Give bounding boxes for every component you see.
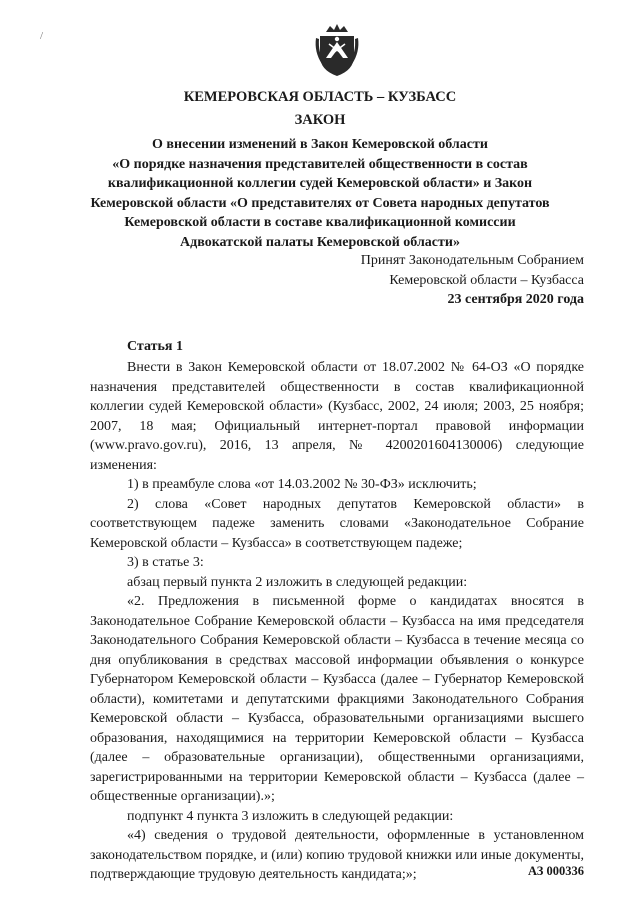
adoption-block <box>361 251 584 310</box>
coat-of-arms-icon <box>312 22 362 78</box>
document-type: ЗАКОН <box>294 112 346 128</box>
article-paragraph: Внести в Закон Кемеровской области от 18.07.2002 № 64-ОЗ «О порядке назначения представителей общественности в состав квалификационной коллегии судей Кемеровской области» (Кузбасс, 2002, 24 июля; 2003, 25 ноября; 2007, 18 мая; Официальный интернет-портал правовой информации (www.pravo.gov.ru), 2016, 13 апреля, № 4200201604130006) следующие изменения: <box>90 360 584 473</box>
serial-number: АЗ 000336 <box>528 864 584 878</box>
article-paragraph: 3) в статье 3: <box>127 555 204 570</box>
title-line: Адвокатской палаты Кемеровской области» <box>180 234 460 250</box>
title-line: квалификационной коллегии судей Кемеровской области» и Закон <box>107 176 533 191</box>
article-paragraph: подпункт 4 пункта 3 изложить в следующей редакции: <box>127 808 454 824</box>
adopted-body: Кемеровской области – Кузбасса <box>389 272 584 288</box>
adoption-date: 23 сентября 2020 года <box>447 292 584 307</box>
article-paragraph: 2) слова «Совет народных депутатов Кемеровской области» в соответствующем падеже заменить словами «Законодательное Собрание Кемеровской области – Кузбасса» в соответствующем падеже; <box>90 496 584 551</box>
article-paragraph: «4) сведения о трудовой деятельности, оформленные в установленном законодательством порядке, и (или) копию трудовой книжки или иные документы, подтверждающие трудовую деятельность кандидата;»; <box>90 828 584 882</box>
law-title <box>0 135 640 252</box>
title-line: «О порядке назначения представителей общественности в состав <box>112 156 528 172</box>
adopted-by: Принят Законодательным Собранием <box>360 253 584 268</box>
article-paragraph: абзац первый пункта 2 изложить в следующей редакции: <box>127 574 468 590</box>
corner-pen-mark: / <box>40 30 44 42</box>
article-paragraph: «2. Предложения в письменной форме о кандидатах вносятся в Законодательное Собрание Кемеровской области – Кузбасса на имя председателя Законодательного Собрания Кемеровской области – Кузбасса в течение месяца со дня опубликования в средствах массовой информации объявления о конкурсе Губернатором Кемеровской области – Кузбасса (далее – Губернатор Кемеровской области), комитетами и депутатскими фракциями Законодательного Собрания Кемеровской области – Кузбасса, образовательными организациями высшего образования, находящимися на территории Кемеровской области – Кузбасса (далее – образовательные организации), общественными организациями, зарегистрированными на территории Кемеровской области – Кузбасса (далее – общественные организации).»; <box>90 594 584 804</box>
article-body <box>90 358 584 885</box>
region-name: КЕМЕРОВСКАЯ ОБЛАСТЬ – КУЗБАСС <box>183 89 457 105</box>
title-line: Кемеровской области в составе квалификационной комиссии <box>124 215 516 230</box>
article-paragraph: 1) в преамбуле слова «от 14.03.2002 № 30-ФЗ» исключить; <box>127 477 477 492</box>
title-line: О внесении изменений в Закон Кемеровской области <box>152 137 488 152</box>
article-heading: Статья 1 <box>127 339 183 354</box>
title-line: Кемеровской области «О представителях от Совета народных депутатов <box>90 195 550 211</box>
